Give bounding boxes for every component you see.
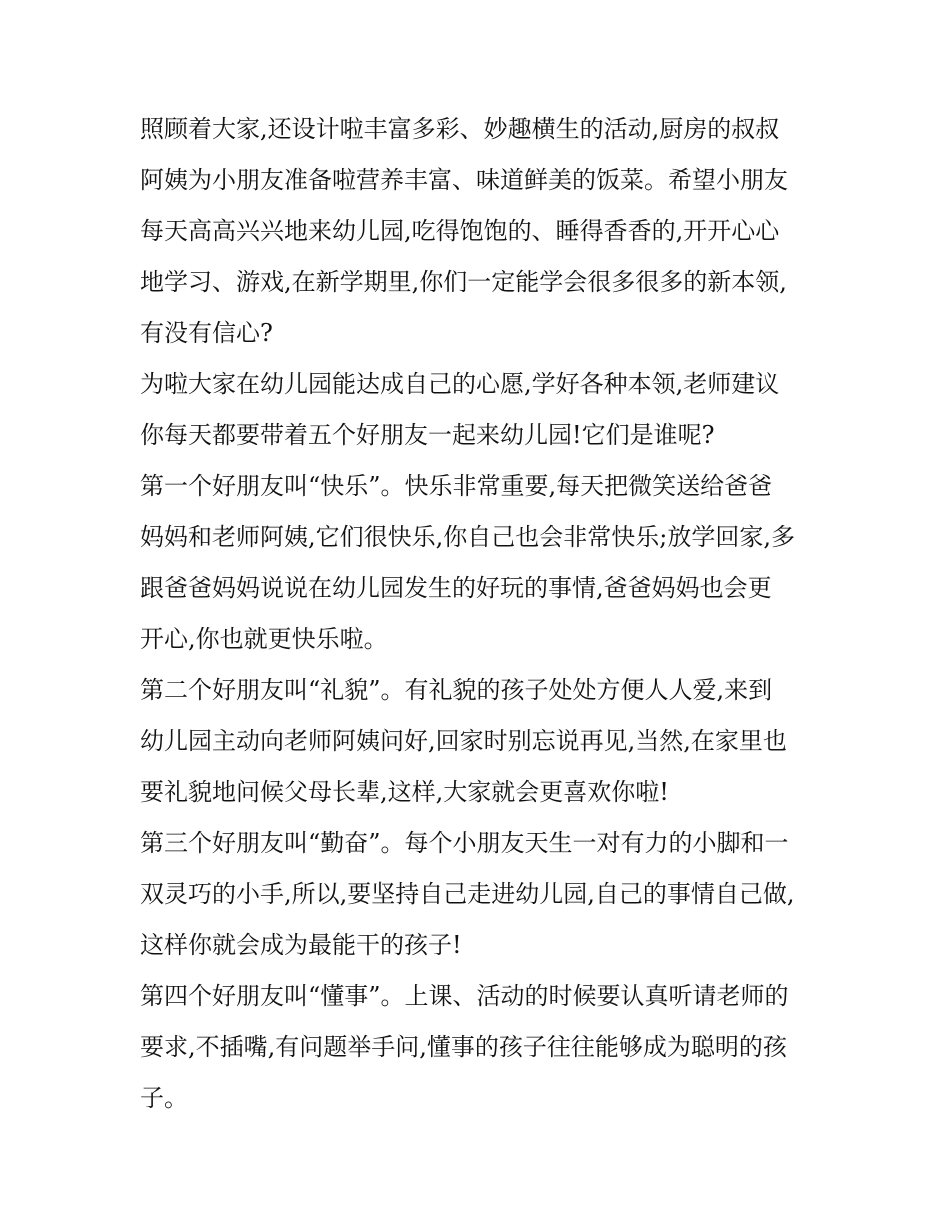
- text-line: 你每天都要带着五个好朋友一起来幼儿园!它们是谁呢?: [140, 421, 715, 449]
- text-line: 开心,你也就更快乐啦。: [140, 625, 388, 653]
- text-line: 有没有信心?: [140, 319, 273, 347]
- text-line: 双灵巧的小手,所以,要坚持自己走进幼儿园,自己的事情自己做,: [140, 880, 795, 908]
- text-line: 要礼貌地问候父母长辈,这样,大家就会更喜欢你啦!: [140, 778, 669, 806]
- text-line: 这样你就会成为最能干的孩子!: [140, 931, 462, 959]
- text-line: 跟爸爸妈妈说说在幼儿园发生的好玩的事情,爸爸妈妈也会更: [140, 574, 772, 602]
- text-line: 第一个好朋友叫“快乐”。快乐非常重要,每天把微笑送给爸爸: [140, 472, 773, 500]
- text-line: 幼儿园主动向老师阿姨问好,回家时别忘说再见,当然,在家里也: [140, 727, 787, 755]
- body-text: [140, 104, 820, 1124]
- text-line: 地学习、游戏,在新学期里,你们一定能学会很多很多的新本领,: [140, 268, 787, 296]
- text-line: 子。: [140, 1084, 188, 1112]
- text-line: 阿姨为小朋友准备啦营养丰富、味道鲜美的饭菜。希望小朋友: [140, 166, 788, 194]
- text-line: 妈妈和老师阿姨,它们很快乐,你自己也会非常快乐;放学回家,多: [140, 523, 795, 551]
- text-line: 第四个好朋友叫“懂事”。上课、活动的时候要认真听请老师的: [140, 982, 789, 1010]
- text-line: 每天高高兴兴地来幼儿园,吃得饱饱的、睡得香香的,开开心心: [140, 217, 780, 245]
- text-line: 照顾着大家,还设计啦丰富多彩、妙趣横生的活动,厨房的叔叔: [140, 115, 780, 143]
- text-line: 第三个好朋友叫“勤奋”。每个小朋友天生一对有力的小脚和一: [140, 829, 789, 857]
- text-line: 为啦大家在幼儿园能达成自己的心愿,学好各种本领,老师建议: [140, 370, 780, 398]
- text-line: 第二个好朋友叫“礼貌”。有礼貌的孩子处处方便人人爱,来到: [140, 676, 773, 704]
- text-line: 要求,不插嘴,有问题举手问,懂事的孩子往往能够成为聪明的孩: [140, 1033, 787, 1061]
